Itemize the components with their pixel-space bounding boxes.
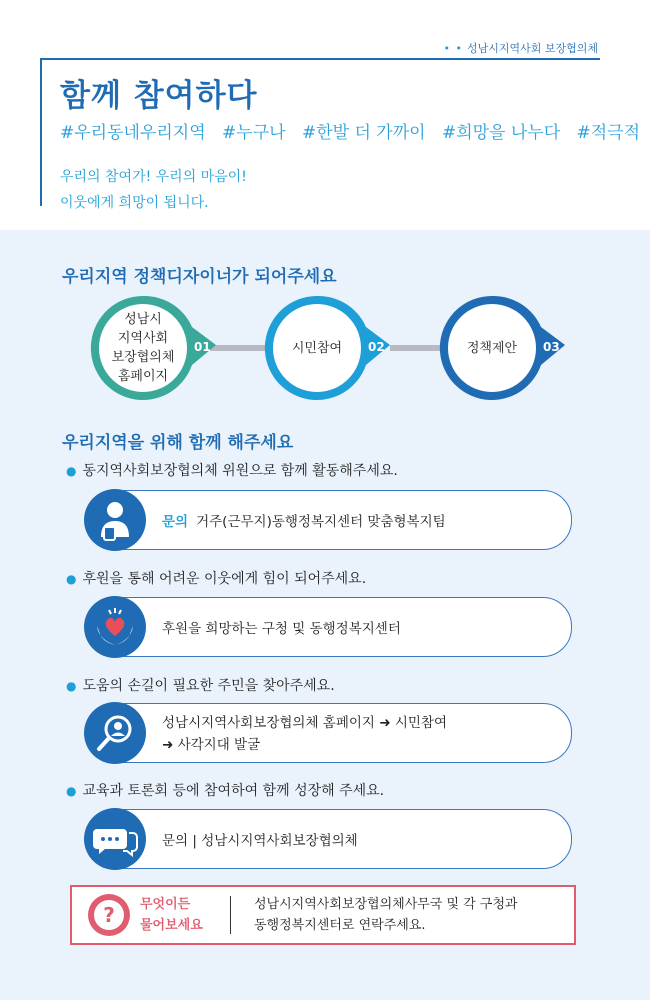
list-item-bullet: ● 교육과 토론회 등에 참여하여 함께 성장해 주세요. bbox=[66, 783, 385, 799]
heart-hands-icon bbox=[84, 596, 146, 658]
svg-text:?: ? bbox=[103, 903, 115, 927]
list-item-bullet: ● 도움의 손길이 필요한 주민을 찾아주세요. bbox=[66, 678, 335, 694]
header-rule bbox=[40, 58, 600, 60]
pill-text: 후원을 희망하는 구청 및 동행정복지센터 bbox=[162, 621, 401, 637]
contact-pill bbox=[85, 597, 572, 657]
hashtag: #희망을 나누다 bbox=[441, 123, 561, 143]
step-number: 02 bbox=[368, 340, 385, 354]
magnifier-person-icon bbox=[84, 702, 146, 764]
contact-pill bbox=[85, 490, 572, 550]
header-side-rule bbox=[40, 58, 42, 206]
step-citizen bbox=[262, 293, 385, 403]
section2-title: 우리지역을 위해 함께 해주세요 bbox=[62, 433, 294, 453]
pill-text: 성남시지역사회보장협의체 홈페이지 ➜ 시민참여 ➜ 사각지대 발굴 bbox=[162, 715, 448, 753]
slogan-line1: 우리의 참여가! 우리의 마음이! bbox=[60, 169, 247, 185]
section1-title: 우리지역 정책디자이너가 되어주세요 bbox=[62, 267, 337, 287]
ask-divider bbox=[230, 896, 231, 934]
step-label: 정책제안 bbox=[466, 340, 518, 356]
page-title: 함께 참여하다 bbox=[60, 78, 258, 114]
step-homepage bbox=[88, 293, 211, 403]
pill-text: 문의 거주(근무지)동행정복지센터 맞춤형복지팀 bbox=[162, 514, 446, 530]
slogan-line2: 이웃에게 희망이 됩니다. bbox=[60, 195, 209, 211]
step-number: 01 bbox=[194, 340, 211, 354]
contact-pill bbox=[85, 809, 572, 869]
step-label: 성남시 지역사회 보장협의체 홈페이지 bbox=[111, 312, 175, 384]
header-org: • • 성남시지역사회 보장협의체 bbox=[443, 42, 598, 55]
hashtag: #우리동네우리지역 bbox=[60, 123, 206, 143]
step-number: 03 bbox=[543, 340, 560, 354]
hashtag: #한발 더 가까이 bbox=[301, 123, 426, 143]
pill-text: 문의 | 성남시지역사회보장협의체 bbox=[162, 833, 358, 849]
contact-pill bbox=[85, 703, 572, 763]
step-policy bbox=[437, 293, 560, 403]
list-item-bullet: ● 후원을 통해 어려운 이웃에게 힘이 되어주세요. bbox=[66, 571, 367, 587]
ask-label: 무엇이든 물어보세요 bbox=[140, 897, 203, 933]
question-mark-icon bbox=[88, 894, 130, 936]
ask-box bbox=[70, 885, 576, 945]
speech-bubbles-icon bbox=[84, 808, 146, 870]
hashtag: #누구나 bbox=[222, 123, 286, 143]
phone-person-icon bbox=[84, 489, 146, 551]
ask-text: 성남시지역사회보장협의체사무국 및 각 구청과 동행정복지센터로 연락주세요. bbox=[254, 897, 518, 933]
step-connector bbox=[210, 345, 270, 351]
step-label: 시민참여 bbox=[291, 340, 343, 356]
list-item-bullet: ● 동지역사회보장협의체 위원으로 함께 활동해주세요. bbox=[66, 463, 398, 479]
hashtag: #적극적 bbox=[576, 123, 641, 143]
hashtags bbox=[60, 118, 650, 143]
